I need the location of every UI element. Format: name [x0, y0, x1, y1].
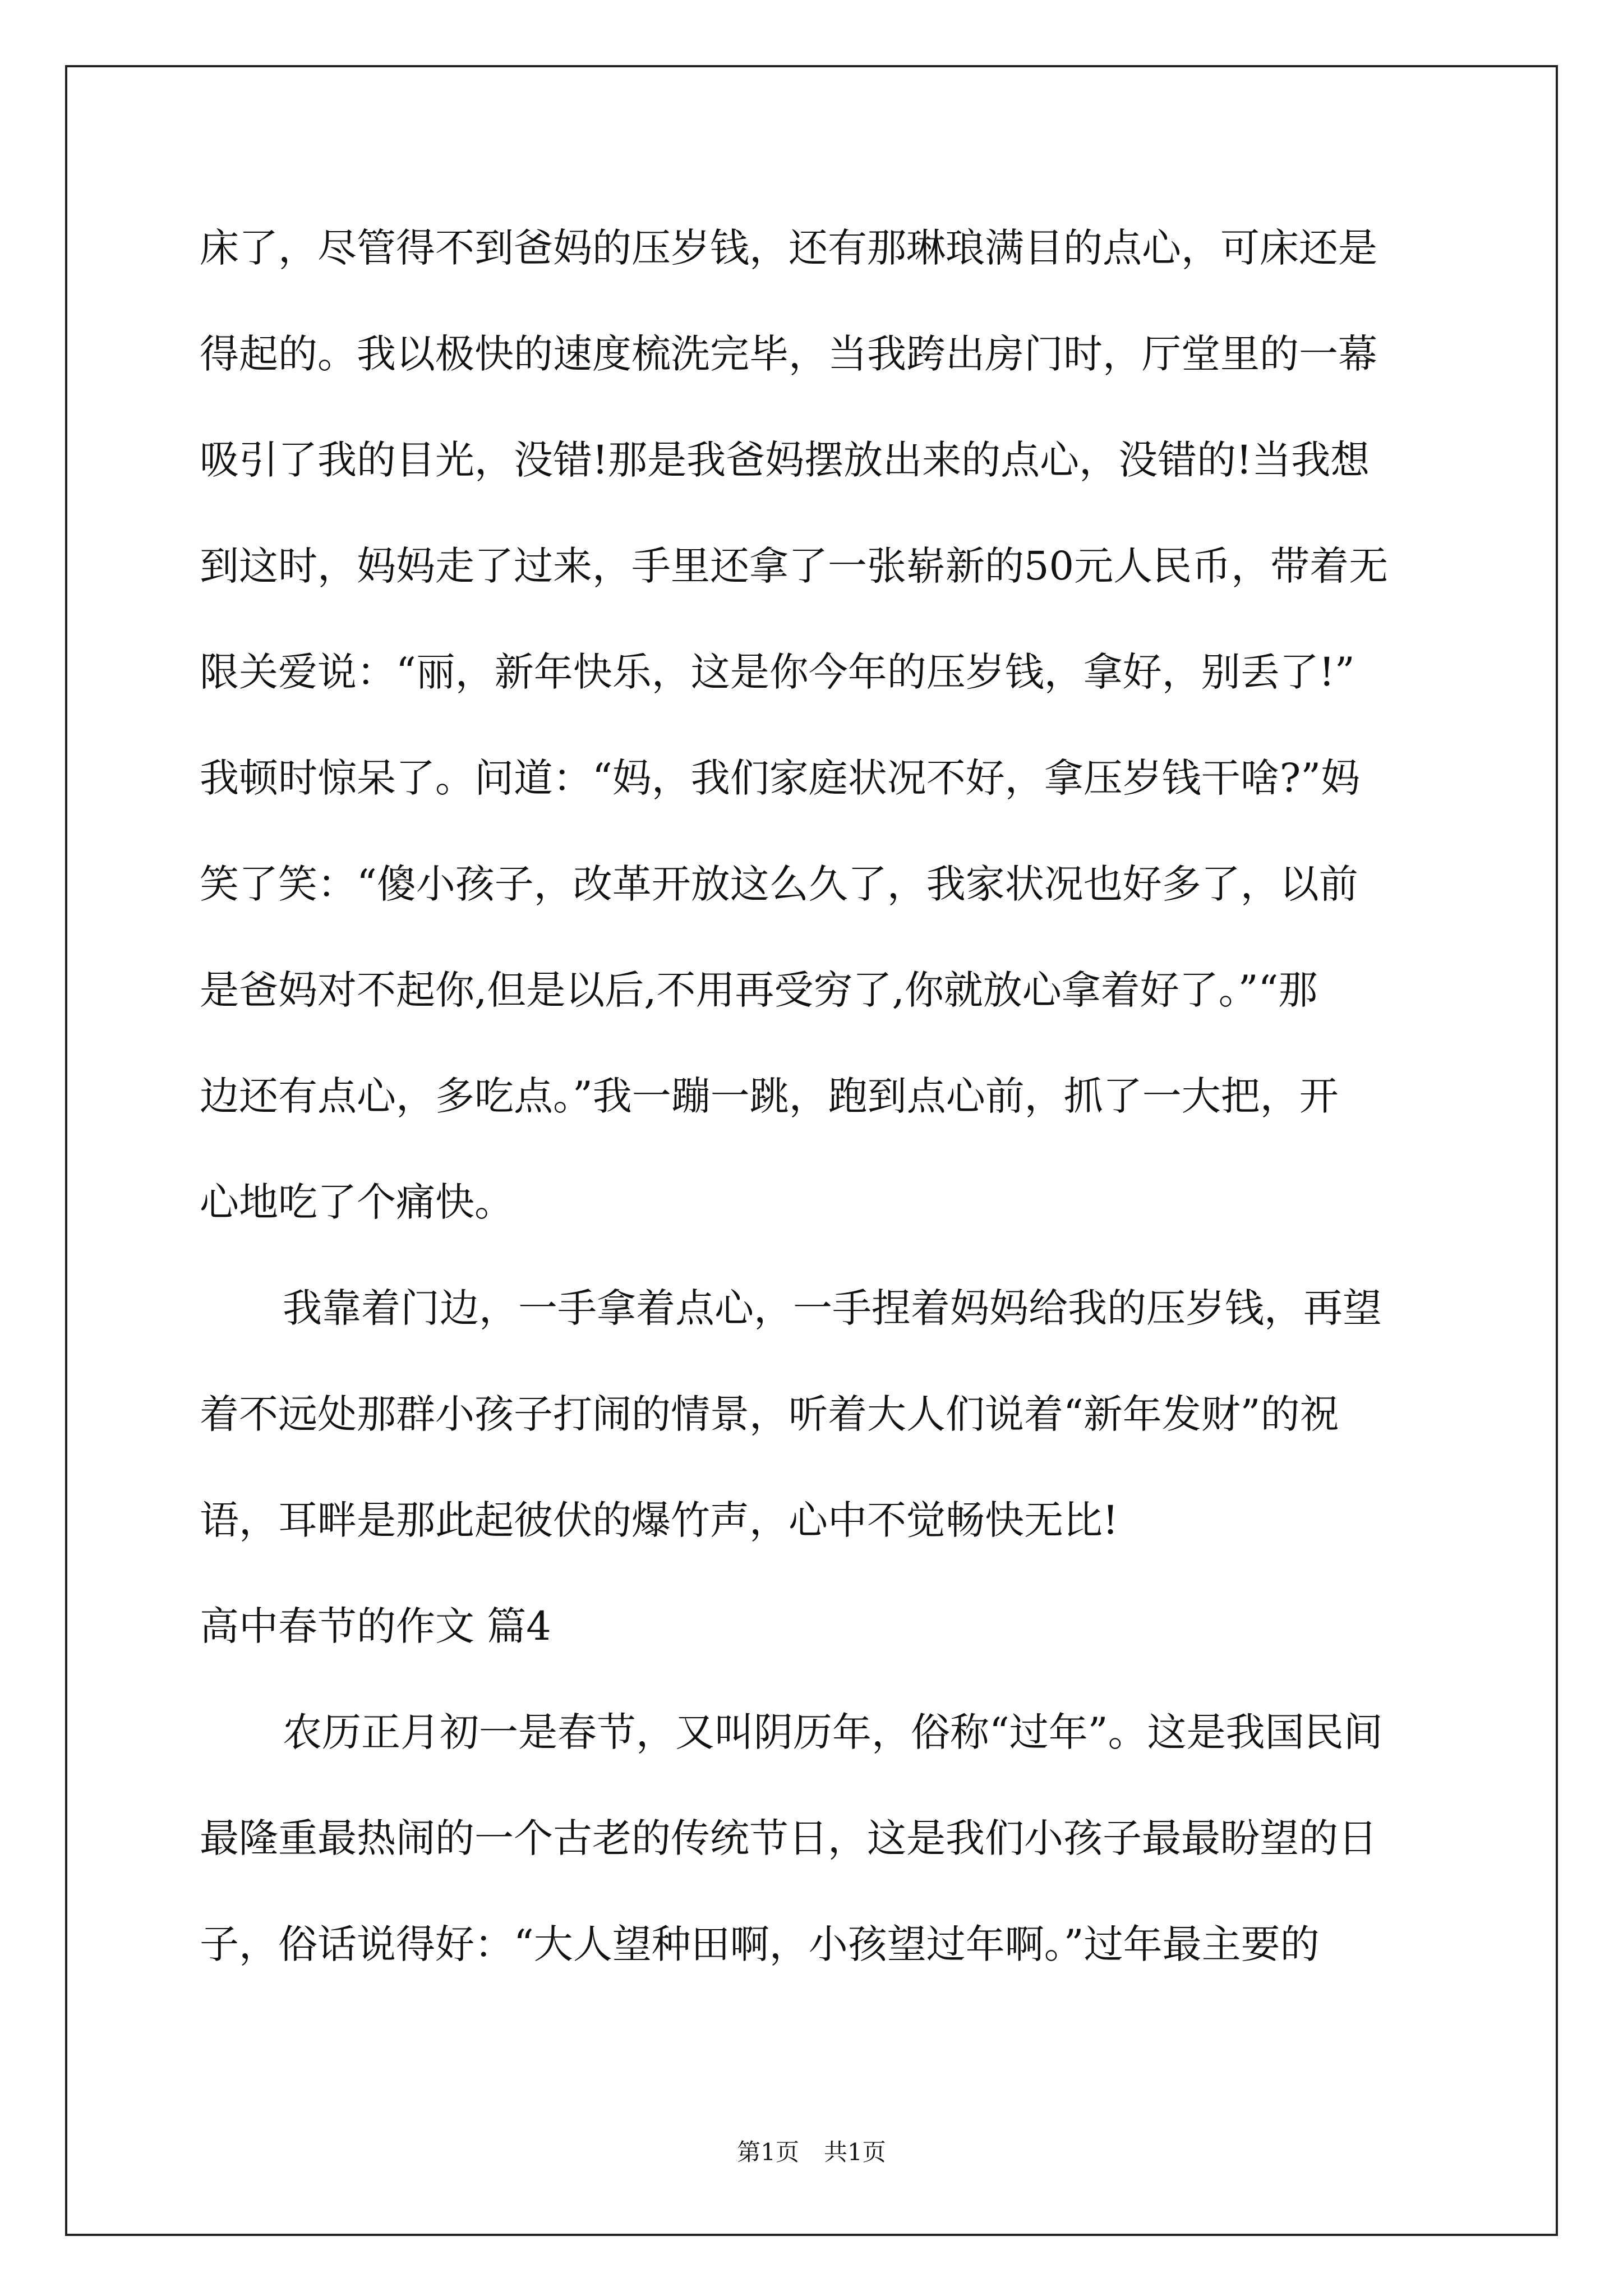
body-line: 是爸妈对不起你,但是以后,不用再受穷了,你就放心拿着好了。”“那	[200, 967, 1318, 1013]
section-heading: 高中春节的作文 篇4	[200, 1603, 551, 1649]
page-total: 共1页	[824, 2138, 886, 2166]
body-line: 语，耳畔是那此起彼伏的爆竹声，心中不觉畅快无比!	[200, 1497, 1119, 1543]
body-line: 子，俗话说得好：“大人望种田啊，小孩望过年啊。”过年最主要的	[200, 1921, 1320, 1967]
page-border	[65, 65, 1558, 2236]
page-number: 第1页	[737, 2138, 799, 2166]
body-line: 心地吃了个痛快。	[200, 1179, 514, 1225]
body-line: 笑了笑：“傻小孩子，改革开放这么久了，我家状况也好多了，以前	[200, 861, 1358, 907]
body-line: 床了，尽管得不到爸妈的压岁钱，还有那琳琅满目的点心，可床还是	[200, 225, 1377, 271]
body-line: 吸引了我的目光，没错!那是我爸妈摆放出来的点心，没错的!当我想	[200, 437, 1370, 483]
body-line: 最隆重最热闹的一个古老的传统节日，这是我们小孩子最最盼望的日	[200, 1815, 1377, 1861]
paragraph-start-line: 我靠着门边，一手拿着点心，一手捏着妈妈给我的压岁钱，再望	[283, 1285, 1382, 1331]
body-line: 着不远处那群小孩子打闹的情景，听着大人们说着“新年发财”的祝	[200, 1391, 1339, 1437]
body-line: 限关爱说：“丽，新年快乐，这是你今年的压岁钱，拿好，别丢了!”	[200, 649, 1355, 695]
paragraph-start-line: 农历正月初一是春节，又叫阴历年，俗称“过年”。这是我国民间	[283, 1709, 1383, 1755]
body-line: 我顿时惊呆了。问道：“妈，我们家庭状况不好，拿压岁钱干啥?”妈	[200, 755, 1361, 801]
body-line: 到这时，妈妈走了过来，手里还拿了一张崭新的50元人民币，带着无	[200, 543, 1389, 589]
page-footer	[0, 2134, 1623, 2168]
body-line: 得起的。我以极快的速度梳洗完毕，当我跨出房门时，厅堂里的一幕	[200, 331, 1377, 377]
body-line: 边还有点心，多吃点。”我一蹦一跳，跑到点心前，抓了一大把，开	[200, 1073, 1339, 1119]
